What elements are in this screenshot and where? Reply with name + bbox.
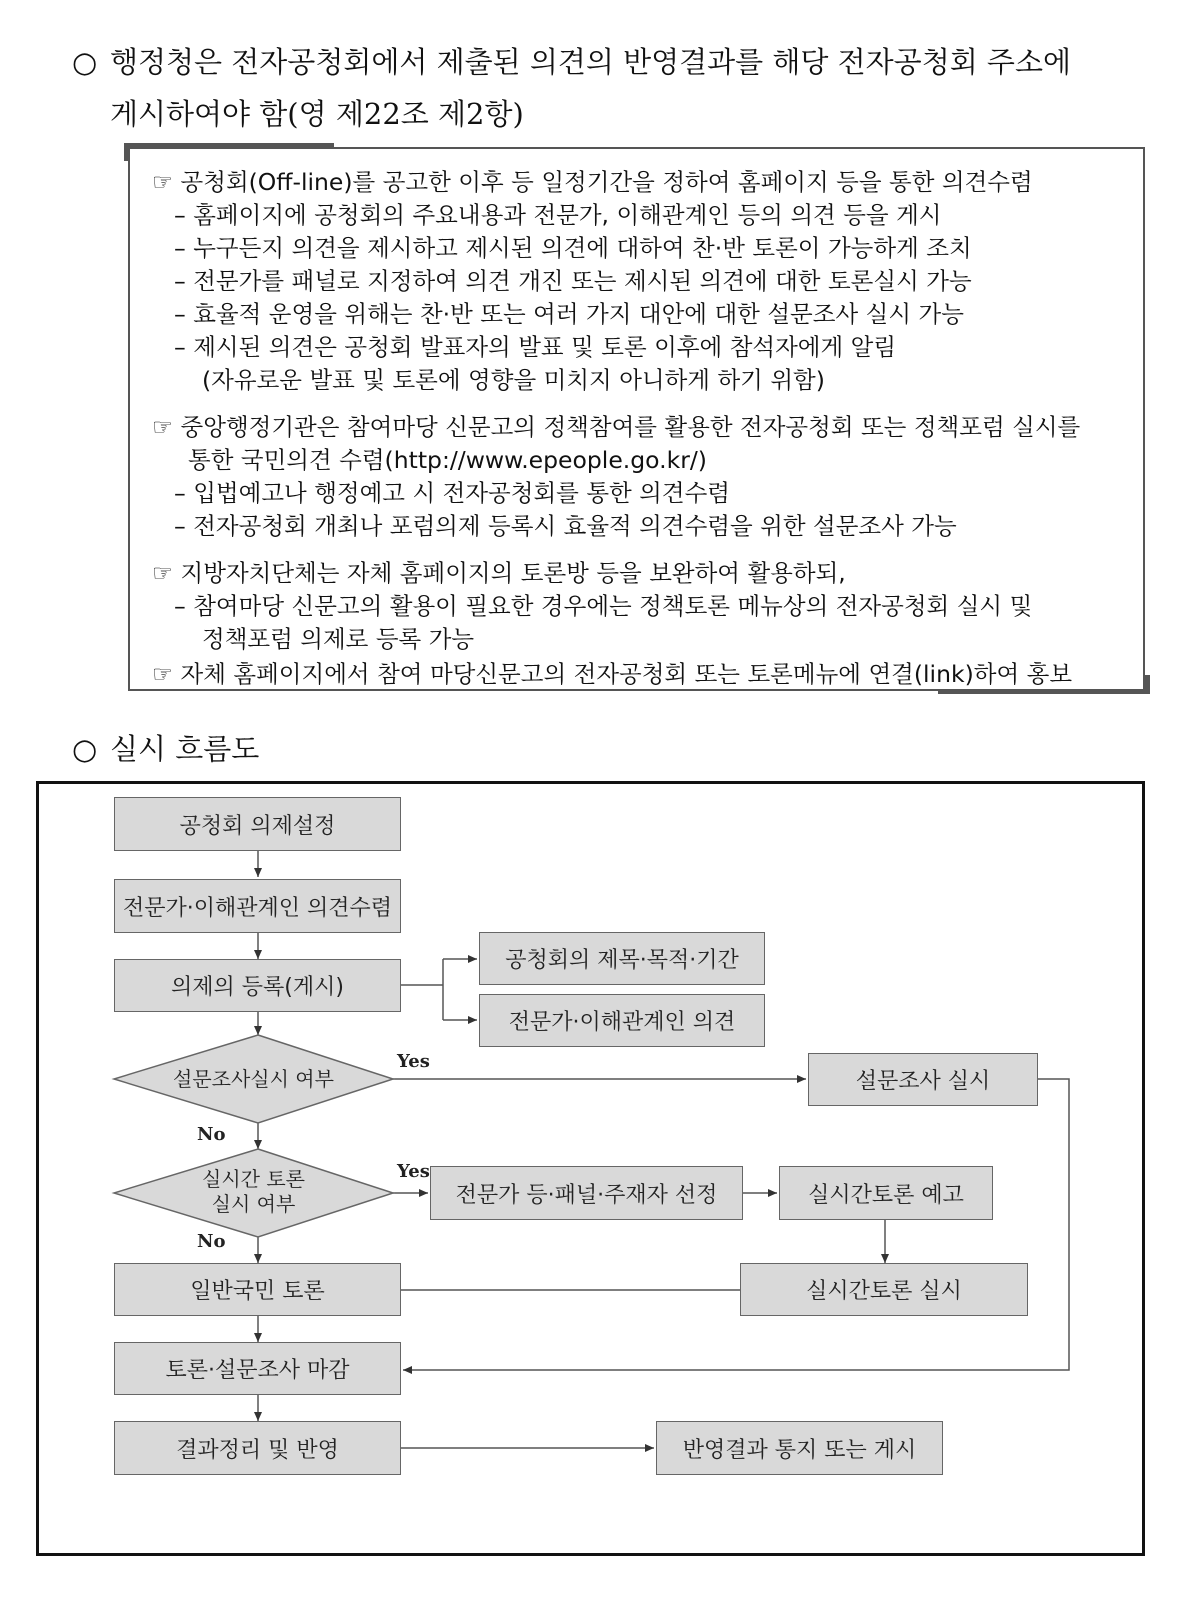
note-line: ☞ 공청회(Off-line)를 공고한 이후 등 일정기간을 정하여 홈페이지 등을 통한 의견수렴 bbox=[152, 168, 1033, 196]
no-label: No bbox=[197, 1124, 226, 1145]
note-line: 정책포럼 의제로 등록 가능 bbox=[202, 625, 475, 653]
note-line: ☞ 지방자치단체는 자체 홈페이지의 토론방 등을 보완하여 활용하되, bbox=[152, 559, 846, 587]
realtime-notice-box: 실시간토론 예고 bbox=[779, 1166, 993, 1220]
public-debate-box: 일반국민 토론 bbox=[114, 1263, 401, 1316]
circle-bullet-icon: ○ bbox=[72, 732, 98, 766]
expert-opinion-box: 전문가·이해관계인 의견 bbox=[479, 994, 765, 1047]
circle-bullet-icon: ○ bbox=[72, 45, 98, 79]
intro-line-1: ○ 행정청은 전자공청회에서 제출된 의견의 반영결과를 해당 전자공청회 주소에 bbox=[72, 45, 1071, 79]
close-box: 토론·설문조사 마감 bbox=[114, 1342, 401, 1395]
note-line: – 누구든지 의견을 제시하고 제시된 의견에 대하여 찬·반 토론이 가능하게 조치 bbox=[174, 234, 972, 262]
note-line: – 입법예고나 행정예고 시 전자공청회를 통한 의견수렴 bbox=[174, 479, 730, 507]
note-line: – 전자공청회 개최나 포럼의제 등록시 효율적 의견수렴을 위한 설문조사 가능 bbox=[174, 512, 957, 540]
note-line: – 홈페이지에 공청회의 주요내용과 전문가, 이해관계인 등의 의견 등을 게시 bbox=[174, 201, 942, 229]
flowchart bbox=[36, 781, 1145, 1556]
note-line: ☞ 중앙행정기관은 참여마당 신문고의 정책참여를 활용한 전자공청회 또는 정책포럼 실시를 bbox=[152, 413, 1081, 441]
note-line: (자유로운 발표 및 토론에 영향을 미치지 아니하게 하기 위함) bbox=[202, 366, 825, 394]
realtime-decision-label-1: 실시간 토론 bbox=[202, 1167, 305, 1191]
yes-label: Yes bbox=[397, 1161, 430, 1182]
box-corner-accent bbox=[1145, 675, 1150, 694]
panel-select-box: 전문가 등·패널·주재자 선정 bbox=[430, 1166, 743, 1220]
survey-decision-label: 설문조사실시 여부 bbox=[173, 1067, 334, 1091]
title-purpose-box: 공청회의 제목·목적·기간 bbox=[479, 932, 765, 985]
intro-line-2: 게시하여야 함(영 제22조 제2항) bbox=[110, 97, 524, 131]
note-line: – 참여마당 신문고의 활용이 필요한 경우에는 정책토론 메뉴상의 전자공청회 실시 및 bbox=[174, 592, 1033, 620]
note-line: ☞ 자체 홈페이지에서 참여 마당신문고의 전자공청회 또는 토론메뉴에 연결(link)하여 홍보 bbox=[152, 660, 1073, 688]
result-box: 결과정리 및 반영 bbox=[114, 1421, 401, 1475]
realtime-decision-label-2: 실시 여부 bbox=[211, 1192, 296, 1216]
realtime-debate-box: 실시간토론 실시 bbox=[740, 1263, 1028, 1316]
note-line: – 제시된 의견은 공청회 발표자의 발표 및 토론 이후에 참석자에게 알림 bbox=[174, 333, 897, 361]
arrow bbox=[403, 1079, 1069, 1370]
box-corner-accent bbox=[938, 689, 1150, 694]
flow-heading: ○ 실시 흐름도 bbox=[72, 732, 260, 766]
register-agenda-box: 의제의 등록(게시) bbox=[114, 959, 401, 1012]
note-line: 통한 국민의견 수렴(http://www.epeople.go.kr/) bbox=[188, 446, 707, 474]
note-line: – 전문가를 패널로 지정하여 의견 개진 또는 제시된 의견에 대한 토론실시 가능 bbox=[174, 267, 972, 295]
collect-opinions-box: 전문가·이해관계인 의견수렴 bbox=[114, 879, 401, 933]
agenda-box: 공청회 의제설정 bbox=[114, 797, 401, 851]
yes-label: Yes bbox=[397, 1051, 430, 1072]
note-line: – 효율적 운영을 위해는 찬·반 또는 여러 가지 대안에 대한 설문조사 실시 가능 bbox=[174, 300, 964, 328]
survey-box: 설문조사 실시 bbox=[808, 1053, 1038, 1106]
notify-box: 반영결과 통지 또는 게시 bbox=[656, 1421, 943, 1475]
no-label: No bbox=[197, 1231, 226, 1252]
